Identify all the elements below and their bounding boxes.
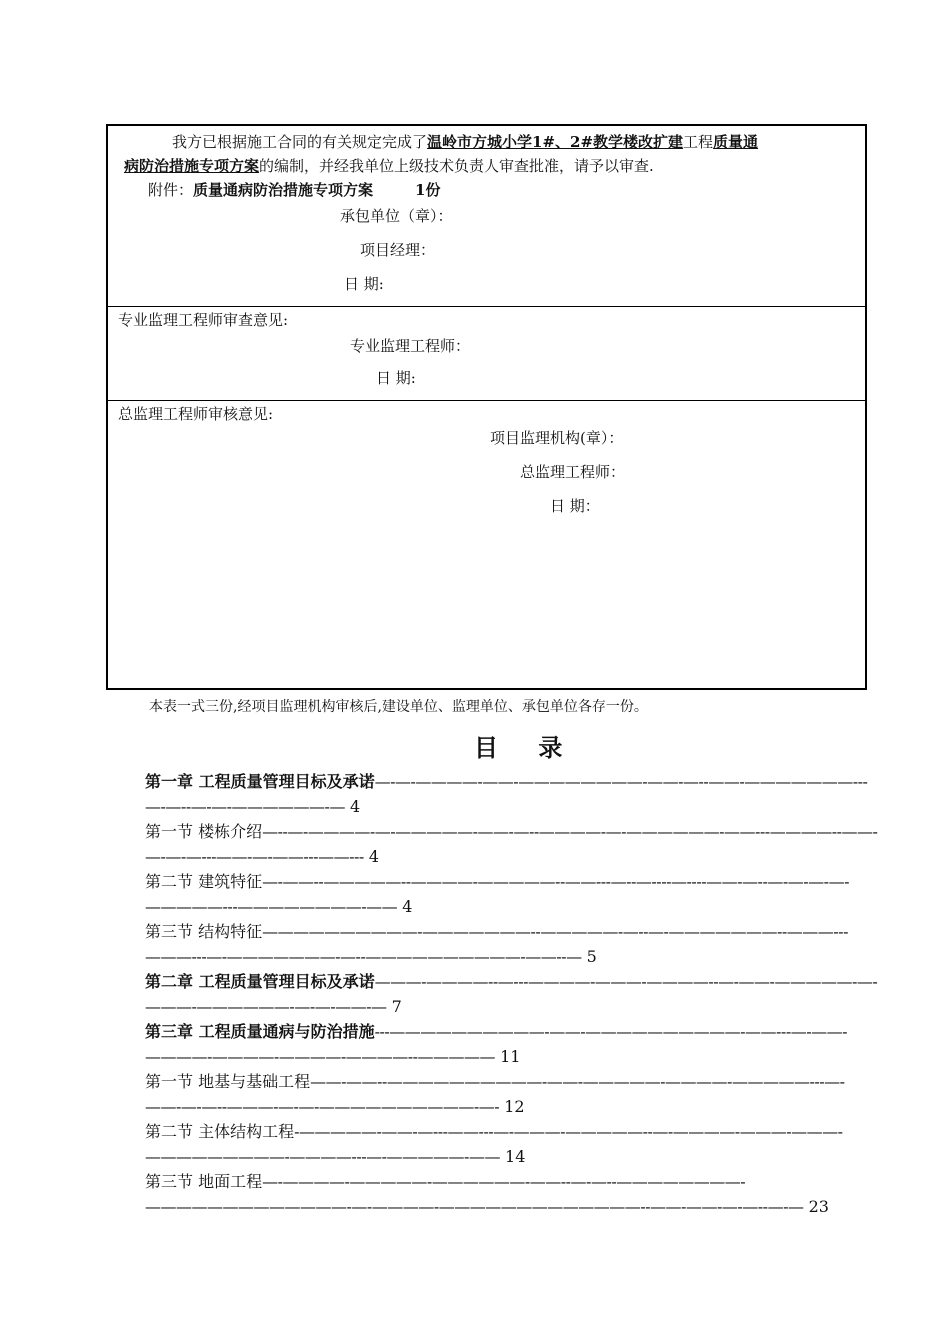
toc-leader: —-————-—————-——————-——--—-—--————————-—————————————-—-————-—————————————--——-——-—-—--—-— xyxy=(145,1172,804,1216)
toc-entry[interactable] xyxy=(145,919,880,969)
intro-line-1: 我方已根据施工合同的有关规定完成了温岭市方城小学1#、2#教学楼改扩建工程质量通 xyxy=(172,133,759,151)
toc-leader: —-——--—————--————-—————--——---—--—----—----——-—--—-—-—-—-—————---————————-—— xyxy=(145,872,849,916)
toc-entry[interactable] xyxy=(145,869,880,919)
toc-page-number: 4 xyxy=(368,847,380,866)
toc-entry[interactable] xyxy=(145,819,880,869)
toc-page-number: 5 xyxy=(586,947,597,966)
doc-name-part2: 病防治措施专项方案 xyxy=(124,157,260,175)
approval-form xyxy=(106,124,867,690)
toc-entry[interactable] xyxy=(145,1169,880,1219)
toc-entry[interactable] xyxy=(145,769,880,819)
toc-entry-label: 第一节 地基与基础工程 xyxy=(145,1072,311,1091)
chief-engineer-label: 总监理工程师： xyxy=(520,463,626,481)
toc-page-number: 23 xyxy=(808,1197,829,1216)
chief-review-section xyxy=(108,400,865,688)
toc-page-number: 12 xyxy=(504,1097,525,1116)
specialist-date-label: 日 期: xyxy=(376,369,416,387)
toc-leader: —-—-————-——-————————-——-—--——-———————---—-—--—-—-——————-— xyxy=(145,772,868,816)
toc-page-number: 4 xyxy=(402,897,413,916)
toc-page-number: 4 xyxy=(350,797,361,816)
toc-page-number: 14 xyxy=(505,1147,526,1166)
toc-entry[interactable] xyxy=(145,1019,880,1069)
submit-date-label: 日 期: xyxy=(344,275,384,293)
toc-leader: ---——————————-——-——————————-——---—-——-————-————-————-————--————— xyxy=(145,1022,848,1066)
toc-leader: ———-————--—---————-———-————--—-——-—————-—-———-——————-—-—-——-— xyxy=(145,972,878,1016)
attachment-count: 1份 xyxy=(415,181,441,199)
attachment-name: 质量通病防治措施专项方案 xyxy=(193,181,374,199)
chief-date-label: 日 期： xyxy=(550,497,600,515)
attachment-line: 附件：质量通病防治措施专项方案 1份 xyxy=(148,181,441,199)
submission-section xyxy=(108,126,865,307)
toc-leader: ——-——--——————————-——-—————-————-—————---—-——-—-—--———-—-—-——————————-—- xyxy=(145,1072,845,1116)
toc-page-number: 11 xyxy=(500,1047,521,1066)
toc-entry-label: 第二章 工程质量管理目标及承诺 xyxy=(145,972,375,991)
toc-entry-label: 第三节 结构特征 xyxy=(145,922,263,941)
toc-entry[interactable] xyxy=(145,969,880,1019)
specialist-review-section xyxy=(108,306,865,401)
toc-entry-label: 第一章 工程质量管理目标及承诺 xyxy=(145,772,375,791)
toc-entry-label: 第一节 楼栋介绍 xyxy=(145,822,263,841)
project-name: 温岭市方城小学1#、2#教学楼改扩建 xyxy=(427,133,684,151)
specialist-heading: 专业监理工程师审查意见: xyxy=(118,311,289,329)
toc-leader: —--—-————-—-—————-——-—--————-—-——————-——---————--——-—-—-—---——-—-——---——--- xyxy=(145,822,878,866)
toc-leader: ——————————-———————--—————-—--—-———————--———---———---—-———————-—--——————————-——--— xyxy=(145,922,848,966)
toc-leader: -—————-——-—---——---—-———-—————--—-————-———-———-—————————-————---—-—————-—— xyxy=(145,1122,843,1166)
supervision-org-label: 项目监理机构(章）： xyxy=(490,429,624,447)
table-of-contents xyxy=(145,769,880,1219)
intro-line-2: 病防治措施专项方案的编制，并经我单位上级技术负责人审查批准，请予以审查. xyxy=(124,157,654,175)
toc-page-number: 7 xyxy=(391,997,402,1016)
toc-entry-label: 第二节 建筑特征 xyxy=(145,872,263,891)
toc-entry[interactable] xyxy=(145,1119,880,1169)
toc-entry-label: 第二节 主体结构工程 xyxy=(145,1122,295,1141)
toc-title: 目 录 xyxy=(474,733,579,762)
distribution-note: 本表一式三份,经项目监理机构审核后,建设单位、监理单位、承包单位各存一份。 xyxy=(149,699,648,715)
project-manager-label: 项目经理： xyxy=(360,241,436,259)
toc-entry-label: 第三章 工程质量通病与防治措施 xyxy=(145,1022,375,1041)
contractor-label: 承包单位（章）： xyxy=(340,207,453,225)
toc-entry[interactable] xyxy=(145,1069,880,1119)
chief-heading: 总监理工程师审核意见: xyxy=(118,405,274,423)
specialist-engineer-label: 专业监理工程师： xyxy=(350,337,471,355)
doc-name-part1: 质量通 xyxy=(713,133,759,151)
toc-entry-label: 第三节 地面工程 xyxy=(145,1172,263,1191)
